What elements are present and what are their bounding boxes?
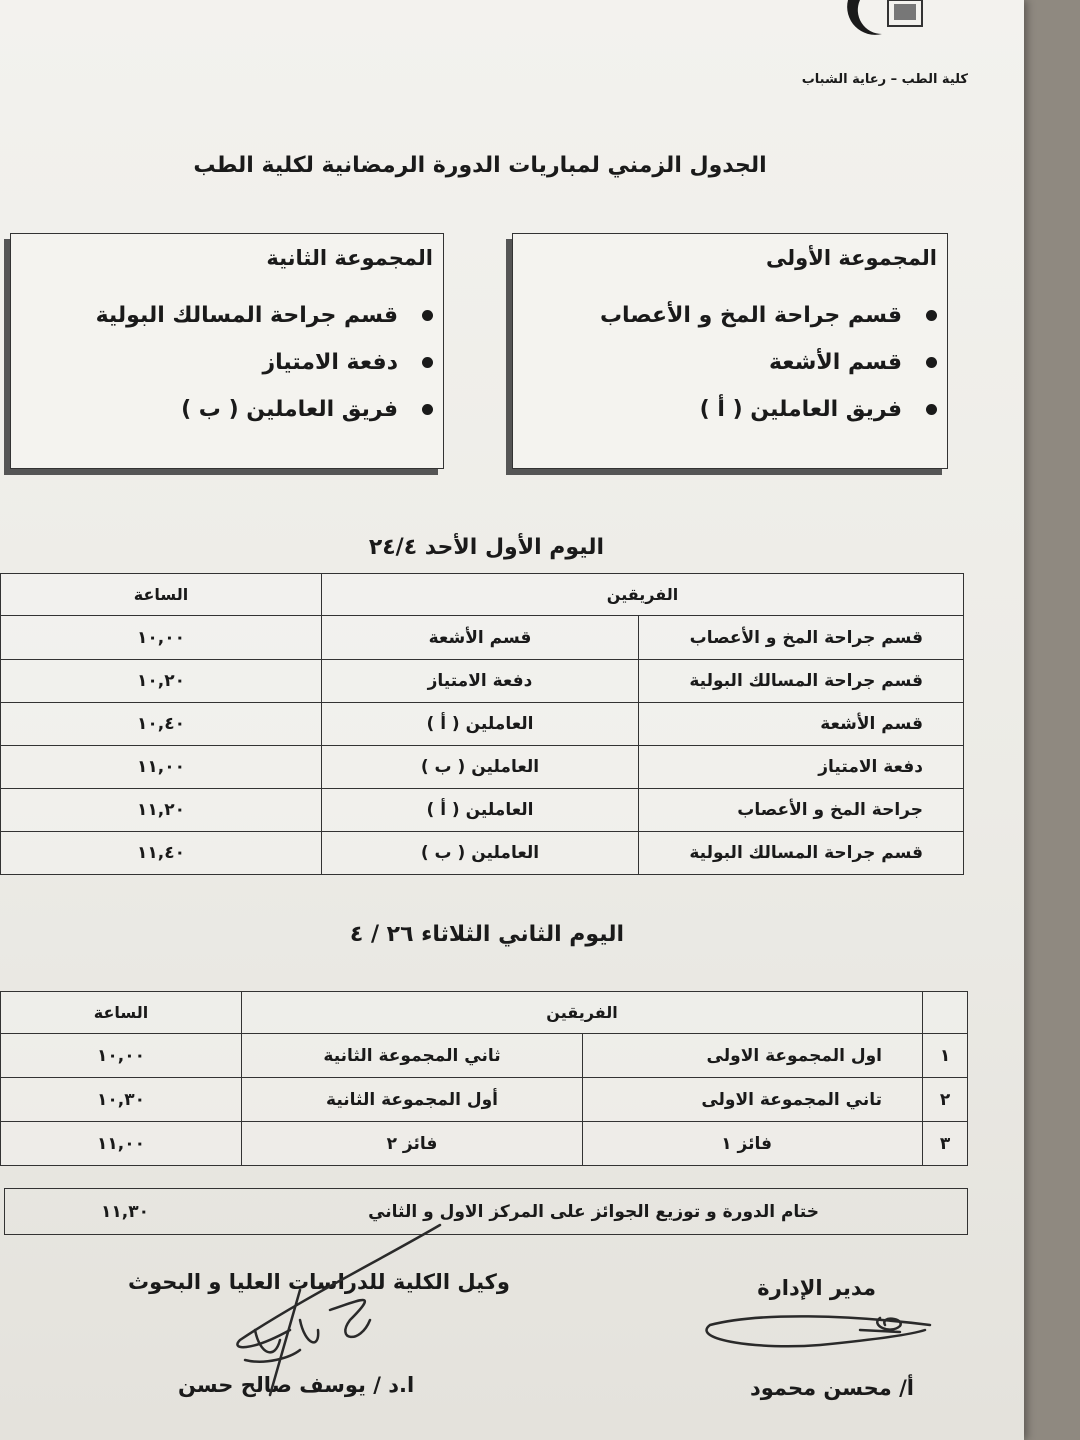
table-header-row [1, 574, 964, 616]
table-row: جراحة المخ و الأعصاب العاملين ( أ ) ١١,٢٠ [1, 789, 964, 832]
dean-signature-icon [237, 1225, 440, 1395]
table-row: قسم جراحة المسالك البولية العاملين ( ب ) ١١,٤٠ [1, 832, 964, 875]
closing-time: ١١,٣٠ [101, 1201, 149, 1222]
table-row: قسم الأشعة العاملين ( أ ) ١٠,٤٠ [1, 703, 964, 746]
bullet-icon [422, 404, 433, 415]
dean-name: ا.د / يوسف صالح حسن [178, 1373, 415, 1397]
table-header-row [1, 992, 968, 1034]
day-one-title: اليوم الأول الأحد ٢٤/٤ [368, 535, 604, 560]
bullet-icon [422, 310, 433, 321]
time-header: الساعة [1, 574, 322, 616]
day-two-title: اليوم الثاني الثلاثاء ٢٦ / ٤ [349, 922, 624, 947]
group-one-title: المجموعة الأولى [766, 246, 937, 270]
bullet-icon [422, 357, 433, 368]
closing-row [4, 1188, 968, 1235]
list-item: قسم الأشعة [600, 339, 937, 386]
table-row: قسم جراحة المسالك البولية دفعة الامتياز ١٠,٢٠ [1, 660, 964, 703]
table-row: قسم جراحة المخ و الأعصاب قسم الأشعة ١٠,٠٠ [1, 616, 964, 660]
list-item: قسم جراحة المخ و الأعصاب [600, 292, 937, 339]
group-one-list [600, 292, 937, 433]
table-row: ٢ تاني المجموعة الاولى أول المجموعة الثانية ١٠,٣٠ [1, 1078, 968, 1122]
bullet-icon [926, 310, 937, 321]
dean-role: وكيل الكلية للدراسات العليا و البحوث [128, 1270, 510, 1294]
list-item: دفعة الامتياز [96, 339, 433, 386]
document-title: الجدول الزمني لمباريات الدورة الرمضانية لكلية الطب [193, 153, 767, 178]
bullet-icon [926, 404, 937, 415]
director-role: مدير الإدارة [757, 1276, 876, 1300]
day-one-table [0, 573, 964, 875]
director-name: أ/ محسن محمود [749, 1376, 914, 1400]
table-row: ٣ فائز ١ فائز ٢ ١١,٠٠ [1, 1122, 968, 1166]
group-two-box [10, 233, 444, 469]
closing-text: ختام الدورة و توزيع الجوائز على المركز الاول و الثاني [368, 1201, 819, 1222]
teams-header: الفريقين [242, 992, 923, 1034]
bullet-icon [926, 357, 937, 368]
list-item: فريق العاملين ( ب ) [96, 386, 433, 433]
table-row: دفعة الامتياز العاملين ( ب ) ١١,٠٠ [1, 746, 964, 789]
header-department: كلية الطب – رعاية الشباب [801, 72, 968, 87]
group-one-box [512, 233, 948, 469]
director-signature-icon [707, 1316, 930, 1346]
table-row: ١ اول المجموعة الاولى ثاني المجموعة الثانية ١٠,٠٠ [1, 1034, 968, 1078]
list-item: قسم جراحة المسالك البولية [96, 292, 433, 339]
group-two-list [96, 292, 433, 433]
teams-header: الفريقين [322, 574, 964, 616]
faculty-logo-icon [838, 0, 928, 40]
time-header: الساعة [1, 992, 242, 1034]
group-two-title: المجموعة الثانية [266, 246, 433, 270]
list-item: فريق العاملين ( أ ) [600, 386, 937, 433]
day-two-table [0, 991, 968, 1166]
